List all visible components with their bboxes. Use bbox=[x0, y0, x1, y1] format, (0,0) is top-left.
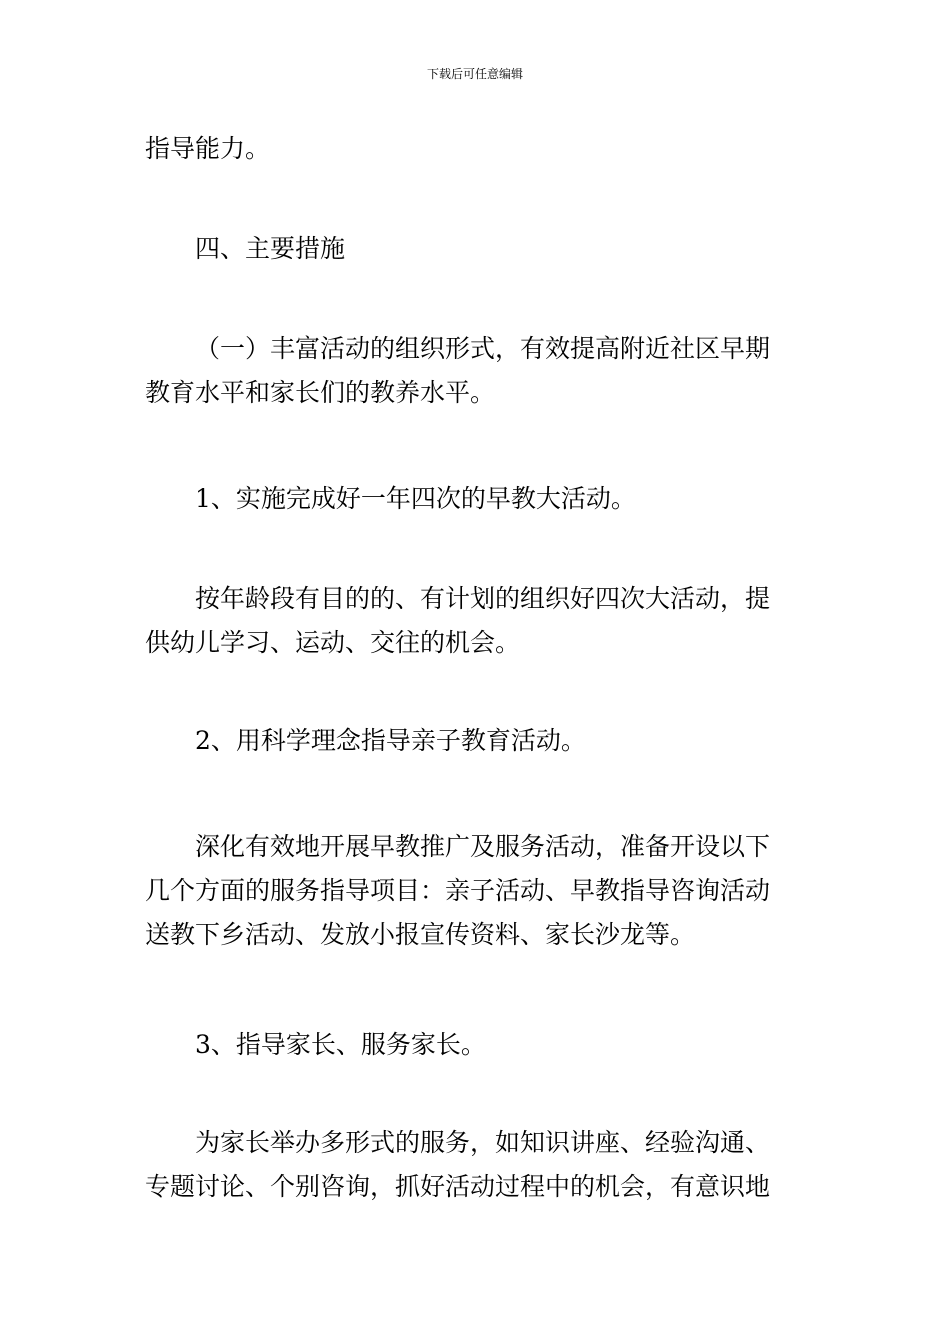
header-note: 下载后可任意编辑 bbox=[426, 67, 523, 81]
paragraph-5 bbox=[145, 577, 810, 665]
paragraph-line: 为家长举办多形式的服务，如知识讲座、经验沟通、 bbox=[195, 1128, 771, 1157]
paragraph-line: 1、实施完成好一年四次的早教大活动。 bbox=[195, 484, 636, 513]
paragraph-8 bbox=[145, 1023, 810, 1067]
paragraph-4 bbox=[145, 477, 810, 521]
paragraph-7 bbox=[145, 825, 810, 957]
paragraph-3 bbox=[145, 327, 810, 415]
paragraph-line: 2、用科学理念指导亲子教育活动。 bbox=[195, 726, 586, 755]
paragraph-line: 送教下乡活动、发放小报宣传资料、家长沙龙等。 bbox=[145, 920, 696, 949]
section-heading bbox=[145, 227, 810, 271]
paragraph-1 bbox=[145, 127, 810, 171]
paragraph-line: 专题讨论、个别咨询，抓好活动过程中的机会，有意识地 bbox=[145, 1172, 771, 1201]
section-heading-text: 四、主要措施 bbox=[195, 234, 346, 263]
paragraph-line: 供幼儿学习、运动、交往的机会。 bbox=[145, 628, 521, 657]
paragraph-line: 指导能力。 bbox=[145, 134, 271, 163]
paragraph-6 bbox=[145, 719, 810, 763]
paragraph-line: （一）丰富活动的组织形式，有效提高附近社区早期 bbox=[195, 334, 771, 363]
paragraph-9 bbox=[145, 1121, 810, 1209]
paragraph-line: 几个方面的服务指导项目：亲子活动、早教指导咨询活动 bbox=[145, 876, 771, 905]
paragraph-line: 3、指导家长、服务家长。 bbox=[195, 1030, 486, 1059]
paragraph-line: 教育水平和家长们的教养水平。 bbox=[145, 378, 496, 407]
paragraph-line: 深化有效地开展早教推广及服务活动，准备开设以下 bbox=[195, 832, 771, 861]
paragraph-line: 按年龄段有目的的、有计划的组织好四次大活动，提 bbox=[195, 584, 771, 613]
